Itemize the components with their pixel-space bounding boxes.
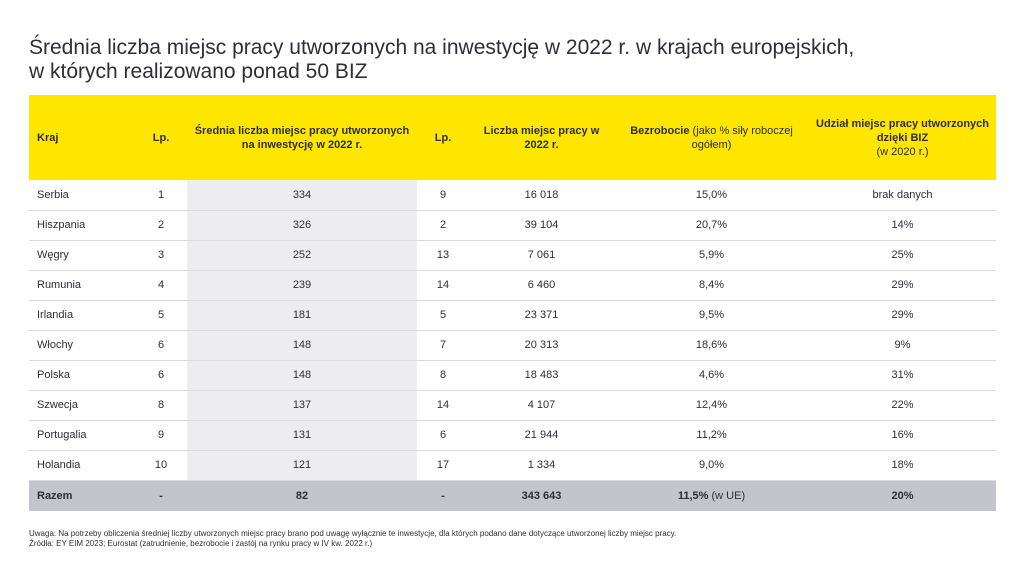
cell-kraj: Serbia — [29, 180, 135, 210]
table-header-row — [29, 95, 996, 180]
table-row — [29, 180, 996, 210]
cell-fdi-share: 31% — [809, 360, 996, 390]
table-row — [29, 390, 996, 420]
cell-avg-jobs: 334 — [187, 180, 417, 210]
cell-kraj: Polska — [29, 360, 135, 390]
title-line-2: w których realizowano ponad 50 BIZ — [29, 60, 368, 84]
cell-jobs: 18 483 — [469, 360, 614, 390]
header-jobs: Liczba miejsc pracy w 2022 r. — [483, 124, 600, 151]
cell-avg-jobs: 181 — [187, 300, 417, 330]
cell-lp-1: 9 — [135, 420, 187, 450]
total-avg-jobs: 82 — [187, 480, 417, 511]
cell-kraj: Portugalia — [29, 420, 135, 450]
page-title — [29, 36, 989, 84]
cell-jobs: 23 371 — [469, 300, 614, 330]
title-line-1: Średnia liczba miejsc pracy utworzonych na inwestycję w 2022 r. w krajach europejskich, — [29, 36, 855, 60]
cell-lp-2: 17 — [417, 450, 469, 480]
cell-avg-jobs: 326 — [187, 210, 417, 240]
total-kraj: Razem — [29, 480, 135, 511]
cell-fdi-share: brak danych — [809, 180, 996, 210]
cell-unemployment: 18,6% — [614, 330, 809, 360]
cell-kraj: Włochy — [29, 330, 135, 360]
header-avg-jobs: Średnia liczba miejsc pracy utworzonych na inwestycję w 2022 r. — [194, 124, 410, 151]
cell-unemployment: 12,4% — [614, 390, 809, 420]
footnotes — [29, 529, 989, 549]
cell-lp-2: 2 — [417, 210, 469, 240]
cell-unemployment: 15,0% — [614, 180, 809, 210]
cell-fdi-share: 9% — [809, 330, 996, 360]
data-table — [29, 95, 996, 511]
cell-lp-2: 8 — [417, 360, 469, 390]
cell-jobs: 16 018 — [469, 180, 614, 210]
cell-lp-1: 5 — [135, 300, 187, 330]
header-lp-1: Lp. — [152, 131, 170, 144]
footnote-sources: Źródła: EY EIM 2023; Eurostat (zatrudnienie, bezrobocie i zastój na rynku pracy w IV kw. 2022 r.) — [29, 539, 373, 548]
cell-avg-jobs: 239 — [187, 270, 417, 300]
table-row — [29, 270, 996, 300]
cell-unemployment: 20,7% — [614, 210, 809, 240]
cell-kraj: Szwecja — [29, 390, 135, 420]
cell-jobs: 39 104 — [469, 210, 614, 240]
cell-fdi-share: 25% — [809, 240, 996, 270]
header-fdi-share-note: (w 2020 r.) — [876, 145, 929, 158]
cell-lp-2: 14 — [417, 390, 469, 420]
cell-unemployment: 8,4% — [614, 270, 809, 300]
cell-unemployment: 5,9% — [614, 240, 809, 270]
cell-unemployment: 9,5% — [614, 300, 809, 330]
cell-fdi-share: 29% — [809, 300, 996, 330]
cell-lp-1: 1 — [135, 180, 187, 210]
cell-lp-1: 6 — [135, 330, 187, 360]
cell-jobs: 20 313 — [469, 330, 614, 360]
table-row — [29, 240, 996, 270]
cell-unemployment: 9,0% — [614, 450, 809, 480]
table-row — [29, 210, 996, 240]
cell-unemployment: 4,6% — [614, 360, 809, 390]
table-row — [29, 300, 996, 330]
cell-lp-2: 9 — [417, 180, 469, 210]
cell-avg-jobs: 148 — [187, 360, 417, 390]
total-unemployment — [614, 480, 809, 511]
total-unemployment-value: 11,5% — [677, 489, 709, 502]
cell-avg-jobs: 252 — [187, 240, 417, 270]
cell-avg-jobs: 131 — [187, 420, 417, 450]
total-jobs: 343 643 — [469, 480, 614, 511]
cell-avg-jobs: 121 — [187, 450, 417, 480]
cell-jobs: 6 460 — [469, 270, 614, 300]
table-total-row — [29, 480, 996, 511]
cell-kraj: Hiszpania — [29, 210, 135, 240]
cell-avg-jobs: 148 — [187, 330, 417, 360]
table-row — [29, 330, 996, 360]
cell-lp-2: 13 — [417, 240, 469, 270]
header-unemployment-note: (jako % siły roboczej ogółem) — [689, 124, 793, 151]
header-fdi-share — [809, 95, 996, 180]
cell-lp-2: 14 — [417, 270, 469, 300]
cell-lp-2: 6 — [417, 420, 469, 450]
cell-jobs: 21 944 — [469, 420, 614, 450]
cell-jobs: 4 107 — [469, 390, 614, 420]
header-fdi-share-bold: Udział miejsc pracy utworzonych dzięki BIZ — [816, 117, 989, 144]
total-fdi-share: 20% — [809, 480, 996, 511]
table-row — [29, 360, 996, 390]
cell-avg-jobs: 137 — [187, 390, 417, 420]
cell-fdi-share: 14% — [809, 210, 996, 240]
header-unemployment-bold: Bezrobocie — [630, 124, 690, 137]
header-kraj: Kraj — [37, 131, 59, 144]
cell-fdi-share: 22% — [809, 390, 996, 420]
header-lp-2: Lp. — [434, 131, 452, 144]
cell-jobs: 7 061 — [469, 240, 614, 270]
cell-kraj: Węgry — [29, 240, 135, 270]
total-lp-2: - — [417, 480, 469, 511]
cell-lp-2: 7 — [417, 330, 469, 360]
cell-jobs: 1 334 — [469, 450, 614, 480]
cell-fdi-share: 16% — [809, 420, 996, 450]
cell-kraj: Irlandia — [29, 300, 135, 330]
cell-lp-1: 8 — [135, 390, 187, 420]
table-row — [29, 420, 996, 450]
footnote-uwaga: Uwaga: Na potrzeby obliczenia średniej liczby utworzonych miejsc pracy brano pod uwagę wyłącznie te inwestycje, dla których podano dane dotyczące utworzonej liczby miejsc pracy. — [29, 529, 677, 538]
cell-lp-1: 3 — [135, 240, 187, 270]
cell-kraj: Rumunia — [29, 270, 135, 300]
cell-kraj: Holandia — [29, 450, 135, 480]
table-row — [29, 450, 996, 480]
total-unemployment-note: (w UE) — [708, 489, 746, 502]
header-unemployment — [614, 95, 809, 180]
cell-lp-2: 5 — [417, 300, 469, 330]
cell-lp-1: 4 — [135, 270, 187, 300]
total-lp-1: - — [135, 480, 187, 511]
cell-lp-1: 6 — [135, 360, 187, 390]
cell-fdi-share: 18% — [809, 450, 996, 480]
cell-unemployment: 11,2% — [614, 420, 809, 450]
cell-lp-1: 2 — [135, 210, 187, 240]
cell-lp-1: 10 — [135, 450, 187, 480]
cell-fdi-share: 29% — [809, 270, 996, 300]
